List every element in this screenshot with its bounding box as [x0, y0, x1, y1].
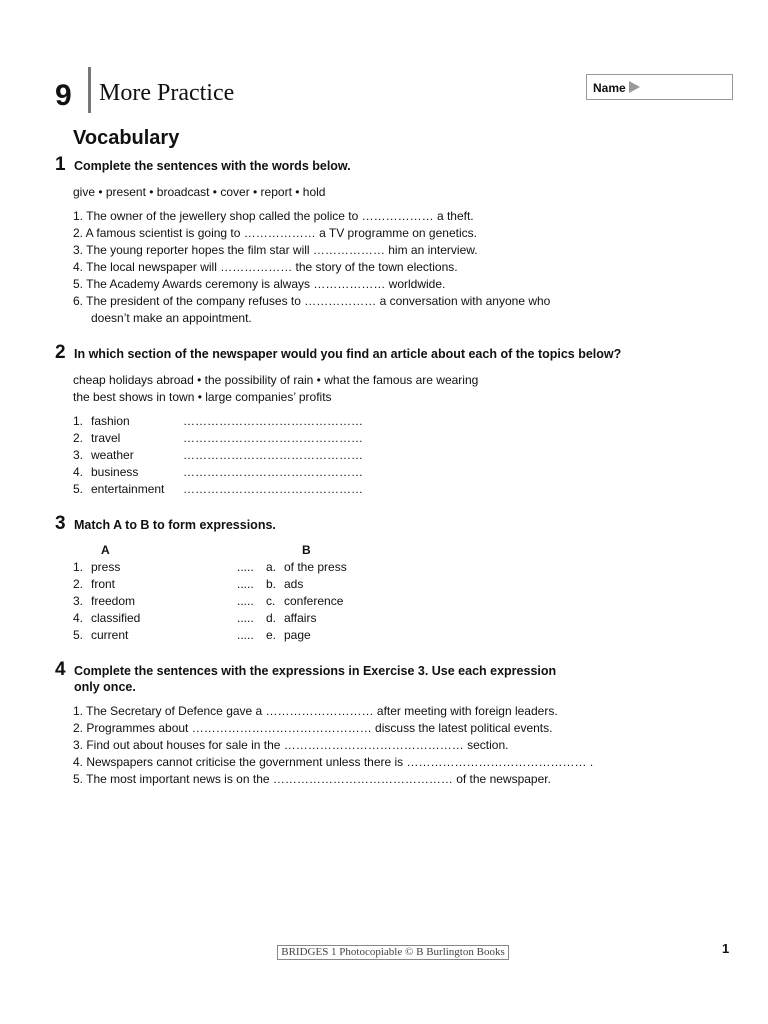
- column-b-item: [266, 559, 347, 576]
- column-b-item: [266, 610, 316, 627]
- item-text: classified: [91, 611, 141, 625]
- exercise-3-instruction: Match A to B to form expressions.: [74, 518, 276, 532]
- answer-blank[interactable]: ………………………………………: [183, 448, 363, 462]
- item-number: 2.: [73, 431, 84, 445]
- match-blank[interactable]: .....: [237, 628, 254, 642]
- match-blank[interactable]: .....: [237, 577, 254, 591]
- item-text: ads: [284, 577, 304, 591]
- item-number: 2.: [73, 577, 84, 591]
- exercise-4-item: 3. Find out about houses for sale in the ……………………………………… section.: [73, 738, 509, 752]
- exercise-4-number: 4: [55, 659, 66, 680]
- column-b-item: [266, 576, 303, 593]
- footer-copyright: BRIDGES 1 Photocopiable © B Burlington Books: [277, 945, 509, 960]
- column-b-item: [266, 593, 343, 610]
- arrow-right-icon: [629, 81, 640, 93]
- exercise-1-item: 2. A famous scientist is going to ……………… a TV programme on genetics.: [73, 226, 477, 240]
- item-number: 5.: [73, 628, 84, 642]
- unit-number: 9: [55, 79, 72, 112]
- column-a-item: [73, 576, 115, 593]
- exercise-4-item: 4. Newspapers cannot criticise the government unless there is ……………………………………… .: [73, 755, 594, 769]
- answer-blank[interactable]: ………………………………………: [183, 482, 363, 496]
- exercise-2-topics: the best shows in town • large companies’ profits: [73, 390, 332, 404]
- exercise-1-word-bank: give • present • broadcast • cover • report • hold: [73, 185, 326, 199]
- item-letter: b.: [266, 577, 277, 591]
- item-text: press: [91, 560, 121, 574]
- item-letter: a.: [266, 560, 277, 574]
- unit-title: More Practice: [99, 80, 235, 106]
- section-title: Vocabulary: [73, 127, 180, 149]
- exercise-1-item: 4. The local newspaper will ……………… the story of the town elections.: [73, 260, 458, 274]
- exercise-4-item: 1. The Secretary of Defence gave a ……………………… after meeting with foreign leaders.: [73, 704, 558, 718]
- item-text: front: [91, 577, 116, 591]
- exercise-4-instruction: Complete the sentences with the expressions in Exercise 3. Use each expression: [74, 664, 557, 678]
- name-label: Name: [593, 81, 626, 95]
- item-text: affairs: [284, 611, 317, 625]
- item-number: 1.: [73, 560, 84, 574]
- exercise-4-item: 5. The most important news is on the ……………………………………… of the newspaper.: [73, 772, 551, 786]
- item-text: freedom: [91, 594, 136, 608]
- name-field[interactable]: [586, 74, 733, 100]
- item-label: entertainment: [91, 482, 165, 496]
- item-label: fashion: [91, 414, 130, 428]
- exercise-4-instruction: only once.: [74, 680, 136, 694]
- answer-blank[interactable]: ………………………………………: [183, 431, 363, 445]
- exercise-1-item: 3. The young reporter hopes the film star will ……………… him an interview.: [73, 243, 478, 257]
- item-number: 4.: [73, 465, 84, 479]
- exercise-3-number: 3: [55, 513, 66, 534]
- exercise-1-number: 1: [55, 154, 66, 175]
- column-a-heading: A: [101, 543, 110, 557]
- exercise-2-topics: cheap holidays abroad • the possibility of rain • what the famous are wearing: [73, 373, 479, 387]
- exercise-1-item-continuation: doesn’t make an appointment.: [91, 311, 252, 325]
- match-blank[interactable]: .....: [237, 560, 254, 574]
- column-b-item: [266, 627, 311, 644]
- item-letter: c.: [266, 594, 276, 608]
- exercise-2-item: [73, 447, 134, 464]
- column-b-heading: B: [302, 543, 311, 557]
- match-blank[interactable]: .....: [237, 594, 254, 608]
- exercise-4-item: 2. Programmes about ……………………………………… discuss the latest political events.: [73, 721, 553, 735]
- item-number: 1.: [73, 414, 84, 428]
- exercise-2-item: [73, 481, 164, 498]
- item-label: weather: [91, 448, 134, 462]
- column-a-item: [73, 627, 128, 644]
- exercise-2-instruction: In which section of the newspaper would you find an article about each of the topics below?: [74, 347, 622, 361]
- item-text: page: [284, 628, 311, 642]
- item-text: conference: [284, 594, 344, 608]
- item-letter: e.: [266, 628, 277, 642]
- exercise-2-item: [73, 430, 120, 447]
- exercise-1-item: 6. The president of the company refuses to ……………… a conversation with anyone who: [73, 294, 551, 308]
- exercise-1-item: 1. The owner of the jewellery shop called the police to ……………… a theft.: [73, 209, 474, 223]
- column-a-item: [73, 593, 135, 610]
- item-text: current: [91, 628, 129, 642]
- item-letter: d.: [266, 611, 277, 625]
- item-number: 3.: [73, 448, 84, 462]
- column-a-item: [73, 610, 140, 627]
- exercise-1-item: 5. The Academy Awards ceremony is always ……………… worldwide.: [73, 277, 446, 291]
- page-number: 1: [722, 941, 730, 956]
- exercise-2-number: 2: [55, 342, 66, 363]
- column-a-item: [73, 559, 120, 576]
- item-number: 4.: [73, 611, 84, 625]
- exercise-1-instruction: Complete the sentences with the words below.: [74, 159, 351, 173]
- item-number: 3.: [73, 594, 84, 608]
- exercise-2-item: [73, 413, 130, 430]
- item-label: business: [91, 465, 139, 479]
- answer-blank[interactable]: ………………………………………: [183, 465, 363, 479]
- answer-blank[interactable]: ………………………………………: [183, 414, 363, 428]
- item-text: of the press: [284, 560, 347, 574]
- item-label: travel: [91, 431, 121, 445]
- title-divider: [88, 67, 91, 113]
- match-blank[interactable]: .....: [237, 611, 254, 625]
- item-number: 5.: [73, 482, 84, 496]
- exercise-2-item: [73, 464, 138, 481]
